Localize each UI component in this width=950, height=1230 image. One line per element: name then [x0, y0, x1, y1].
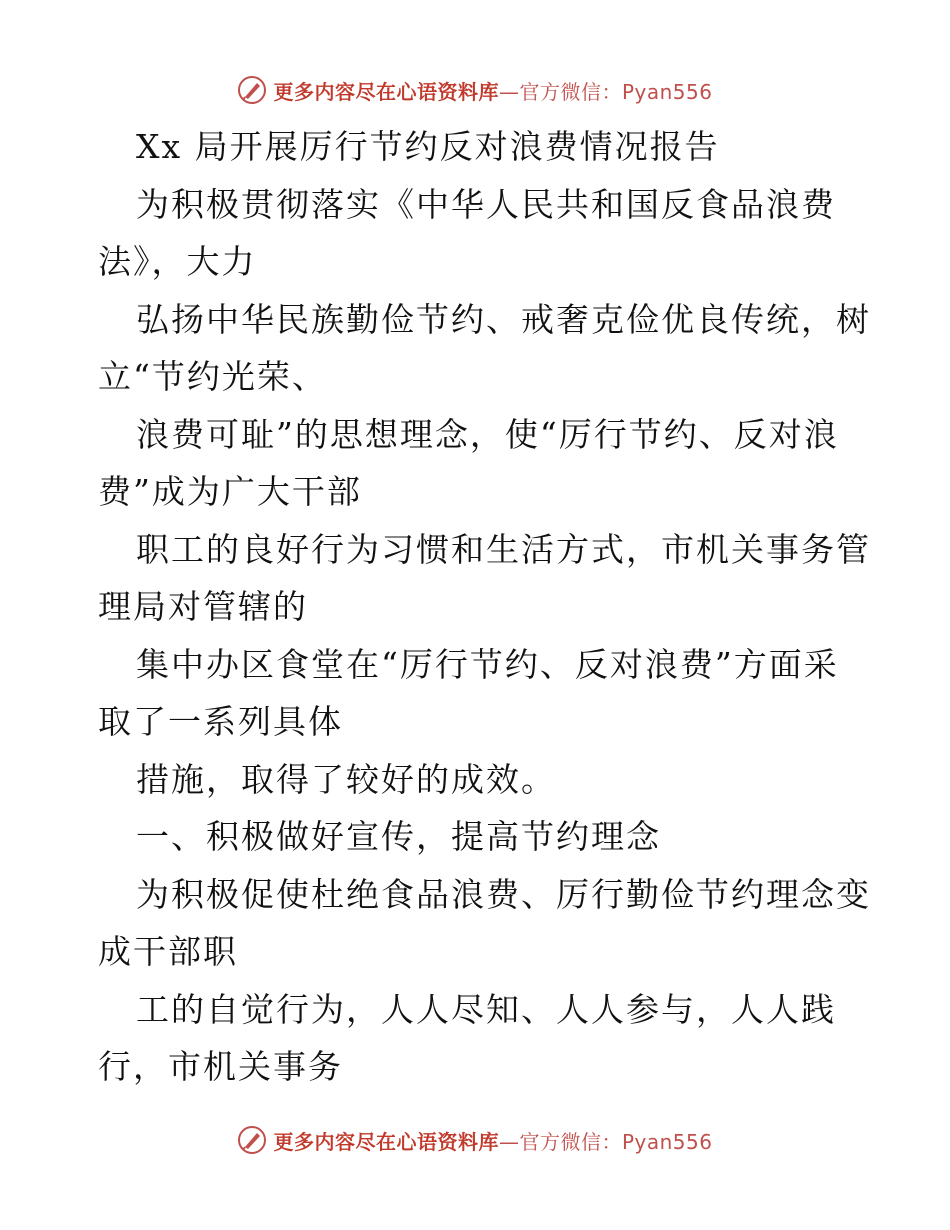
document-line: 为积极促使杜绝食品浪费、厉行勤俭节约理念变	[136, 874, 871, 914]
footer-banner	[0, 1120, 950, 1160]
document-line: Xx 局开展厉行节约反对浪费情况报告	[136, 127, 720, 166]
header-banner	[0, 70, 950, 110]
document-line: 成干部职	[98, 932, 238, 971]
document-line: 理局对管辖的	[98, 587, 308, 626]
document-line: 职工的良好行为习惯和生活方式，市机关事务管	[136, 529, 871, 569]
banner-wechat-text: 官方微信：Pyan556	[519, 79, 713, 104]
banner-text	[273, 1126, 712, 1155]
document-line: 集中办区食堂在“厉行节约、反对浪费”方面采	[136, 644, 839, 684]
banner-main-text: 更多内容尽在心语资料库	[273, 1129, 499, 1154]
banner-main-text: 更多内容尽在心语资料库	[273, 79, 499, 104]
document-line: 取了一系列具体	[98, 702, 343, 741]
document-body	[98, 118, 871, 1096]
document-line: 行，市机关事务	[98, 1047, 343, 1086]
document-line: 弘扬中华民族勤俭节约、戒奢克俭优良传统，树	[136, 299, 871, 339]
banner-text	[273, 76, 712, 105]
document-line: 工的自觉行为，人人尽知、人人参与，人人践	[136, 989, 836, 1029]
document-line: 费”成为广大干部	[98, 472, 362, 511]
feather-pen-logo-icon	[237, 1125, 267, 1155]
document-line: 措施，取得了较好的成效。	[136, 759, 556, 799]
document-line: 法》，大力	[98, 242, 257, 281]
document-line: 立“节约光荣、	[98, 357, 327, 396]
banner-dash: —	[498, 79, 520, 104]
document-line: 一、积极做好宣传，提高节约理念	[136, 817, 661, 856]
banner-dash: —	[498, 1129, 520, 1154]
feather-pen-logo-icon	[237, 75, 267, 105]
document-line: 浪费可耻”的思想理念，使“厉行节约、反对浪	[136, 414, 839, 454]
document-line: 为积极贯彻落实《中华人民共和国反食品浪费	[136, 184, 836, 224]
banner-wechat-text: 官方微信：Pyan556	[519, 1129, 713, 1154]
